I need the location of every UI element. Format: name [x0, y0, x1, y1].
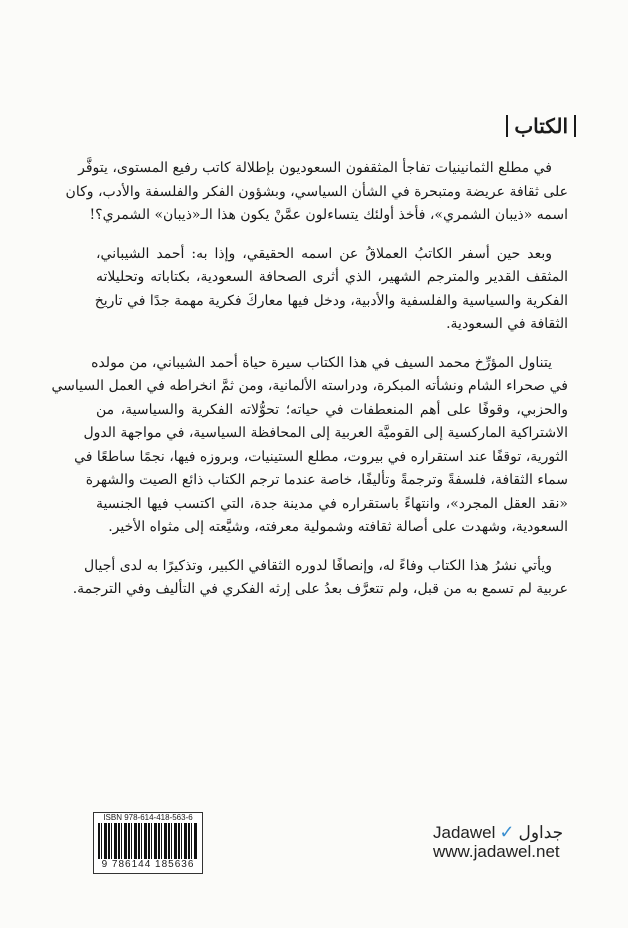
paragraph	[51, 352, 568, 540]
text-line: والحزبي، وقوفًا على أهم المنعطفات في حياته؛ تحوُّلاته الفكرية والسياسية، من	[96, 401, 568, 418]
barcode-bars	[98, 823, 198, 859]
text-line: المثقف القدير والمترجم الشهير، الذي أثرى الصحافة السعودية، بكتاباته وتحليلاته	[96, 269, 568, 285]
barcode-number: 9 786144 185636	[101, 859, 195, 870]
text-line: على ثقافة عريضة ومتبحرة في الشأن السياسي، وبشؤون الفكر والفلسفة والأدب، وكان	[65, 183, 568, 200]
text-line: السعودية، وشهدت على أصالة ثقافته وشمولية معرفته، وشيَّعته إلى مثواه الأخير.	[108, 519, 568, 535]
publisher-logo-icon: ✓	[499, 822, 515, 842]
text-line: يتناول المؤرِّخ محمد السيف في هذا الكتاب سيرة حياة أحمد الشيباني، من مولده	[91, 354, 552, 371]
text-line: سماء الثقافة، فلسفةً وترجمةً وتأليفًا، خاصة عندما ترجم الكتاب ذائع الصيت والشهرة	[85, 472, 568, 488]
publisher-name-arabic: جداول	[518, 822, 564, 842]
text-line: اسمه «ذيبان الشمري»، فأخذ أولئك يتساءلون عمَّنْ يكون هذا الـ«ذيبان» الشمري؟!	[89, 207, 568, 223]
text-line: «نقد العقل المجرد»، وانتهاءً باستقراره في مدينة جدة، التي اكتسب فيها الجنسية	[96, 495, 568, 512]
text-line: في صحراء الشام ونشأته المبكرة، ودراسته الألمانية، ومن ثمَّ انخراطه في العمل السياسي	[51, 378, 568, 394]
text-line: وبعد حين أسفر الكاتبُ العملاقُ عن اسمه الحقيقي، وإذا به: أحمد الشيباني،	[96, 245, 552, 262]
publisher-logo	[433, 822, 563, 861]
section-title	[506, 114, 576, 138]
title-bar-right	[574, 115, 576, 137]
text-line: الاشتراكية الماركسية إلى القوميَّة العربية إلى المحافظة السياسية، في مواجهة الدول	[83, 425, 568, 441]
blurb-text	[51, 157, 568, 617]
paragraph	[72, 555, 568, 602]
publisher-name-latin: Jadawel	[433, 822, 496, 842]
text-line: الثقافة في السعودية.	[446, 316, 568, 332]
paragraph	[96, 243, 568, 337]
barcode	[93, 812, 203, 874]
text-line: الثورية، توقفًا عند استقراره في بيروت، مطلع الستينيات، وبروزه فيها، نجمًا ساطعًا في	[74, 448, 568, 465]
text-line: ويأتي نشرُ هذا الكتاب وفاءً له، وإنصافًا لدوره الثقافي الكبير، وتذكيرًا به لدى أجيال	[84, 557, 552, 574]
publisher-url[interactable]: www.jadawel.net	[433, 842, 560, 861]
paragraph	[65, 157, 568, 228]
title-bar-left	[506, 115, 508, 137]
text-line: عربية لم تسمع به من قبل، ولم تتعرَّف بعدُ على إرثه الفكري في التأليف وفي الترجمة.	[72, 581, 568, 597]
title-text: الكتاب	[514, 114, 568, 138]
text-line: الفكرية والسياسية والفلسفية والأدبية، ودخل فيها معاركَ فكرية مهمة جدًا في تاريخ	[94, 292, 568, 309]
isbn-label: ISBN 978-614-418-563-6	[103, 813, 193, 822]
text-line: في مطلع الثمانينيات تفاجأ المثقفون السعوديون بإطلالة كاتب رفيع المستوى، يتوفَّر	[78, 160, 552, 176]
